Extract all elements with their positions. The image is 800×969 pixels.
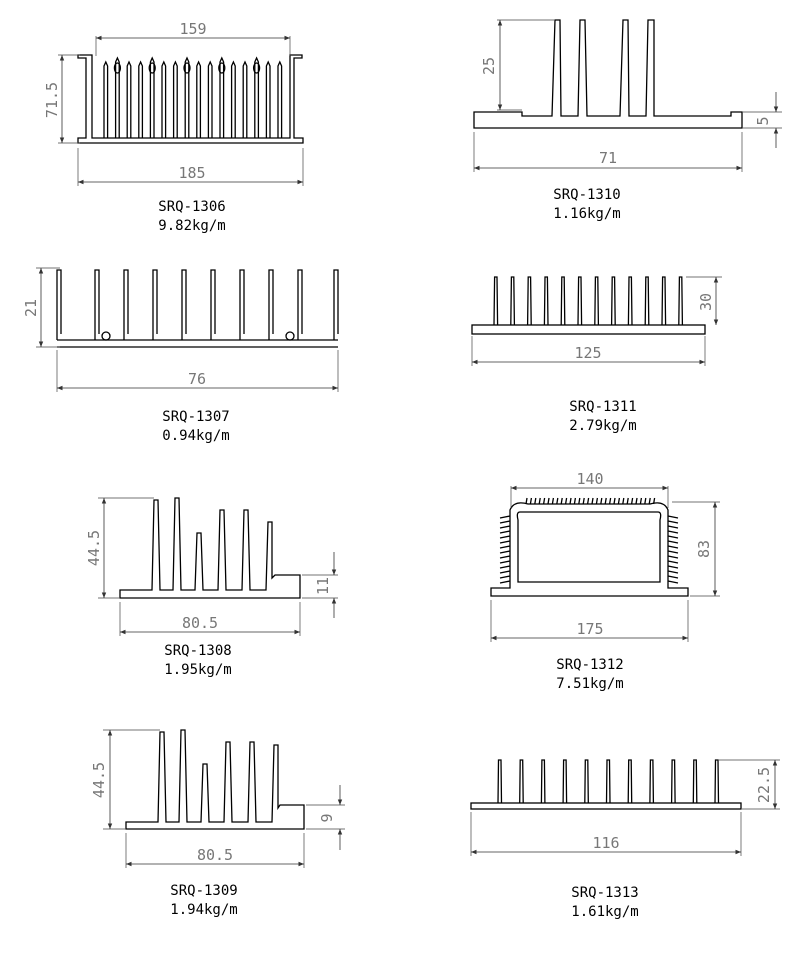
fin <box>494 277 498 325</box>
fin <box>174 62 178 138</box>
dim-1306-height: 71.5 <box>43 81 61 119</box>
fin <box>500 531 510 533</box>
fin <box>500 576 510 578</box>
fin <box>139 62 143 138</box>
dim-1312-inner: 140 <box>576 470 604 488</box>
fin <box>640 498 641 504</box>
fin <box>162 62 166 138</box>
profile-srq-1311 <box>472 277 722 366</box>
fin <box>618 498 619 504</box>
profile-srq-1309-outline <box>126 730 304 829</box>
fin <box>269 270 273 340</box>
fin <box>610 498 611 504</box>
fin <box>298 270 302 340</box>
fin <box>668 556 678 558</box>
fin <box>220 58 224 138</box>
fin <box>500 526 510 528</box>
fin <box>232 62 236 138</box>
dim-1308-base: 80.5 <box>181 614 219 632</box>
fin <box>607 760 611 803</box>
fin <box>211 270 215 340</box>
fin <box>182 270 186 340</box>
fin <box>627 498 628 504</box>
dim-1313-height: 22.5 <box>755 766 773 804</box>
fin <box>520 760 524 803</box>
fin <box>500 571 510 573</box>
weight-per-meter: 2.79kg/m <box>569 418 637 434</box>
fin <box>693 760 697 803</box>
fin <box>579 498 580 504</box>
caption-srq-1311 <box>523 398 683 436</box>
fin <box>185 58 189 138</box>
profile-srq-1308 <box>85 498 338 636</box>
weight-per-meter: 1.95kg/m <box>164 662 232 678</box>
fin <box>150 58 154 138</box>
profile-srq-1309 <box>90 730 345 868</box>
dim-1309-base: 80.5 <box>196 846 234 864</box>
model-code: SRQ-1311 <box>569 399 637 415</box>
fin <box>563 760 567 803</box>
fin <box>668 541 678 543</box>
fin <box>668 536 678 538</box>
fin <box>544 498 545 504</box>
fin <box>650 760 654 803</box>
dim-1313-base: 116 <box>592 834 620 852</box>
caption-srq-1307 <box>116 408 276 446</box>
model-code: SRQ-1307 <box>162 409 230 425</box>
fin <box>566 498 567 504</box>
fin <box>552 498 553 504</box>
fin <box>95 270 99 340</box>
fin <box>124 270 128 340</box>
fin <box>535 498 536 504</box>
fin <box>57 270 61 340</box>
fin <box>570 498 571 504</box>
dim-1310-base: 71 <box>598 149 618 167</box>
fin <box>679 277 683 325</box>
fin <box>278 62 282 138</box>
fin <box>614 498 615 504</box>
fin <box>668 576 678 578</box>
model-code: SRQ-1312 <box>556 657 624 673</box>
fin <box>601 498 602 504</box>
weight-per-meter: 1.16kg/m <box>553 206 621 222</box>
profile-srq-1308-outline <box>120 498 300 598</box>
dim-1309-height: 44.5 <box>90 761 108 799</box>
fin <box>645 277 649 325</box>
dim-1308-height: 44.5 <box>85 529 103 567</box>
fin <box>500 521 510 523</box>
fin <box>548 498 549 504</box>
fin <box>578 277 582 325</box>
fin <box>498 760 502 803</box>
dim-1308-step: 11 <box>314 576 332 596</box>
profile-srq-1313 <box>471 760 780 856</box>
fin <box>574 498 575 504</box>
fin <box>240 270 244 340</box>
fin <box>500 516 510 518</box>
fin <box>592 498 593 504</box>
fin <box>511 277 515 325</box>
fin <box>500 556 510 558</box>
fin <box>668 551 678 553</box>
fin <box>104 62 108 138</box>
fin <box>668 521 678 523</box>
dim-1307-height: 21 <box>22 298 40 318</box>
fin <box>557 498 558 504</box>
fin <box>500 561 510 563</box>
fin <box>500 566 510 568</box>
fin <box>605 498 606 504</box>
fin <box>153 270 157 340</box>
dim-1306-base: 185 <box>178 164 206 182</box>
fin <box>530 498 531 504</box>
weight-per-meter: 0.94kg/m <box>162 428 230 444</box>
fin <box>266 62 270 138</box>
fin <box>668 581 678 583</box>
fin <box>500 541 510 543</box>
fin <box>208 62 212 138</box>
fin <box>539 498 540 504</box>
fin <box>668 526 678 528</box>
fin <box>116 58 120 138</box>
fin <box>500 546 510 548</box>
dim-1310-fin: 25 <box>480 56 498 76</box>
fin <box>628 277 632 325</box>
fin <box>127 62 131 138</box>
fin <box>500 536 510 538</box>
fin <box>541 760 545 803</box>
fin <box>561 498 562 504</box>
dim-1312-base: 175 <box>576 620 604 638</box>
fin <box>715 760 719 803</box>
dim-1310-thick: 5 <box>754 116 772 126</box>
dim-1307-base: 76 <box>187 370 207 388</box>
dim-1306-width: 159 <box>179 20 207 38</box>
fin <box>243 62 247 138</box>
dim-1311-height: 30 <box>697 292 715 312</box>
model-code: SRQ-1306 <box>158 199 226 215</box>
dim-1312-height: 83 <box>695 539 713 559</box>
fin <box>668 571 678 573</box>
weight-per-meter: 1.61kg/m <box>571 904 639 920</box>
fin <box>588 498 589 504</box>
fin <box>623 498 624 504</box>
fin <box>636 498 637 504</box>
caption-srq-1309 <box>124 882 284 920</box>
fin <box>334 270 338 340</box>
weight-per-meter: 1.94kg/m <box>170 902 238 918</box>
model-code: SRQ-1313 <box>571 885 639 901</box>
fin <box>662 277 666 325</box>
fin <box>612 277 616 325</box>
weight-per-meter: 7.51kg/m <box>556 676 624 692</box>
model-code: SRQ-1310 <box>553 187 621 203</box>
fin <box>583 498 584 504</box>
profile-srq-1310 <box>474 20 782 172</box>
fin <box>668 561 678 563</box>
caption-srq-1312 <box>510 656 670 694</box>
profile-srq-1310-outline <box>474 20 742 128</box>
fin <box>668 531 678 533</box>
fin <box>672 760 676 803</box>
fin <box>528 277 532 325</box>
fin <box>668 516 678 518</box>
weight-per-meter: 9.82kg/m <box>158 218 226 234</box>
fin <box>500 551 510 553</box>
caption-srq-1313 <box>525 884 685 922</box>
fin <box>197 62 201 138</box>
model-code: SRQ-1309 <box>170 883 238 899</box>
caption-srq-1308 <box>118 642 278 680</box>
fin <box>561 277 565 325</box>
fin <box>255 58 259 138</box>
fin <box>544 277 548 325</box>
fin <box>596 498 597 504</box>
fin <box>500 581 510 583</box>
dim-1309-step: 9 <box>318 813 336 823</box>
fin <box>595 277 599 325</box>
profile-srq-1306 <box>43 20 303 186</box>
fin <box>632 498 633 504</box>
fin <box>668 546 678 548</box>
model-code: SRQ-1308 <box>164 643 232 659</box>
fin <box>649 498 650 504</box>
caption-srq-1310 <box>507 186 667 224</box>
profile-srq-1312 <box>491 470 720 642</box>
fin <box>585 760 589 803</box>
fin <box>668 566 678 568</box>
caption-srq-1306 <box>112 198 272 236</box>
fin <box>645 498 646 504</box>
profile-srq-1307 <box>22 268 338 392</box>
dim-1311-base: 125 <box>574 344 602 362</box>
fin <box>628 760 632 803</box>
